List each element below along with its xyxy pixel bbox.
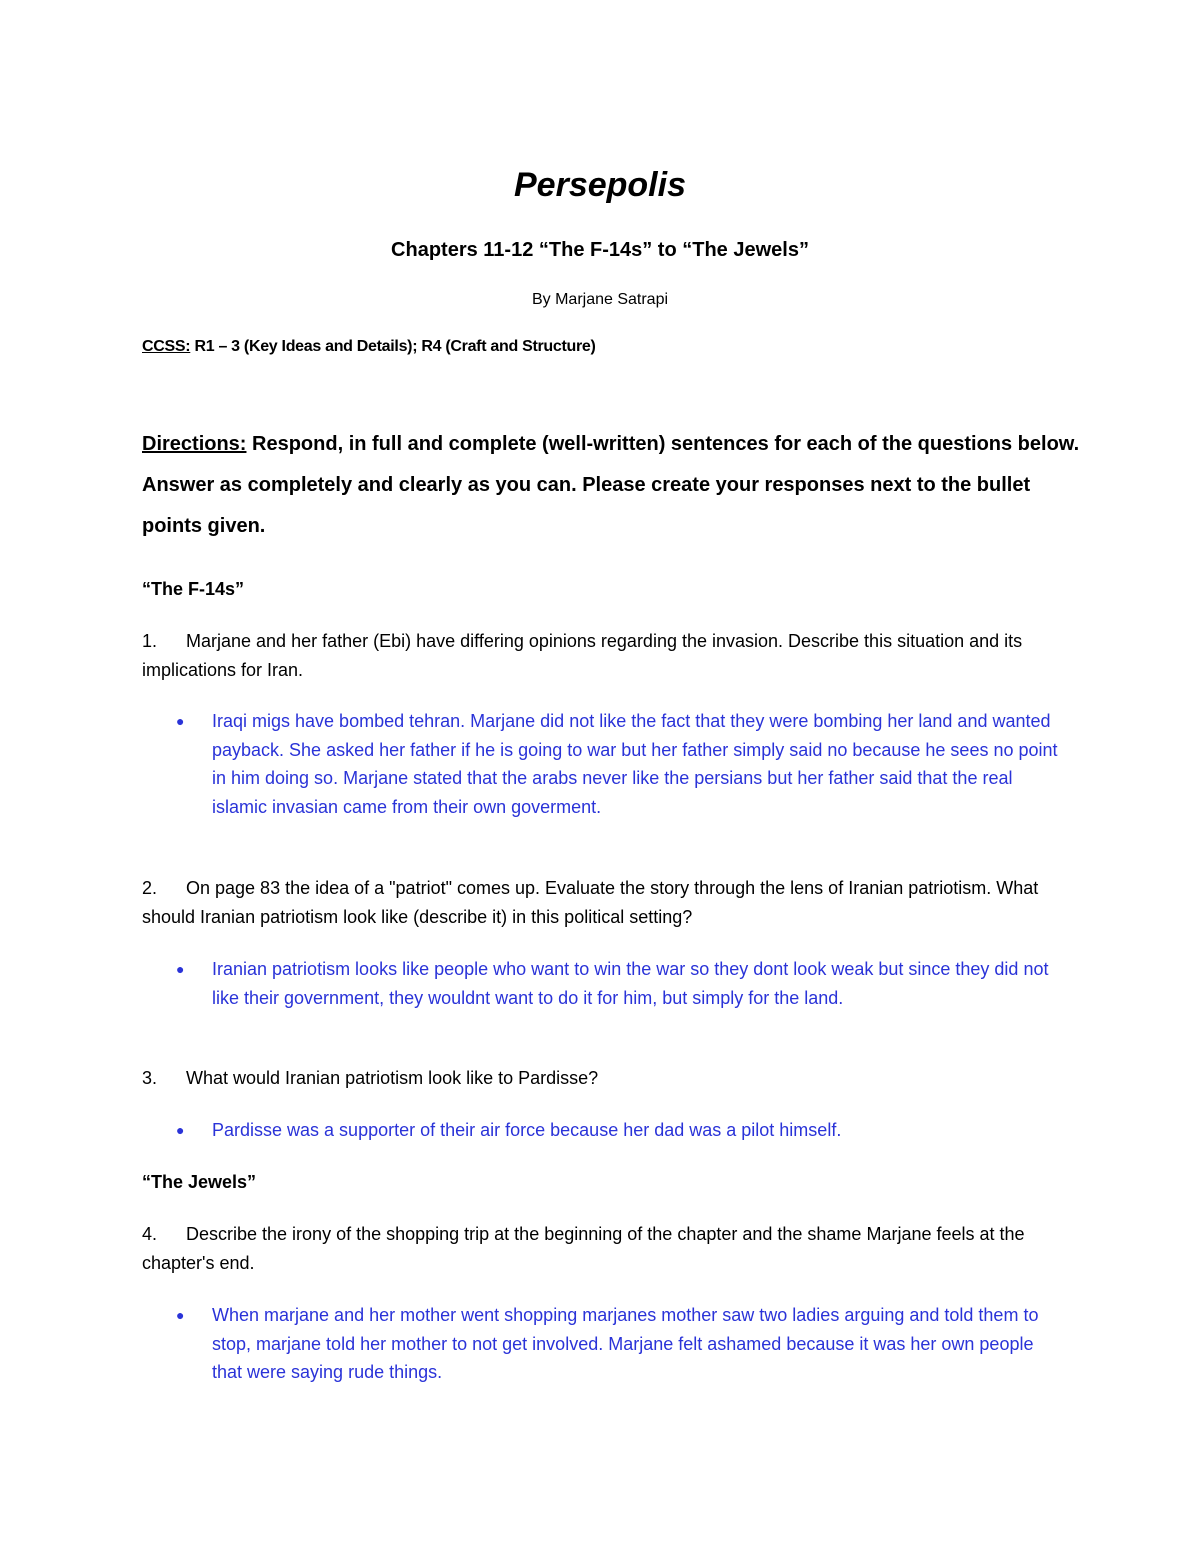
document-title: Persepolis bbox=[514, 166, 686, 204]
bullet-icon: ● bbox=[176, 713, 185, 729]
answer-text: Iraqi migs have bombed tehran. Marjane did not like the fact that they were bombing her land and wanted payback. She asked her father if he is going to war but her father simply said no because he sees no point in him doing so. Marjane stated that the arabs never like the persians but her father said that the real islamic invasian came from their own goverment. bbox=[212, 711, 1058, 817]
question-number: 3. bbox=[142, 1068, 158, 1088]
section-heading-jewels: “The Jewels” bbox=[142, 1172, 257, 1192]
question-1 bbox=[142, 627, 1072, 684]
bullet-icon: ● bbox=[176, 961, 185, 977]
answer-text: Iranian patriotism looks like people who want to win the war so they dont look weak but since they did not like their government, they wouldnt want to do it for him, but simply for the land. bbox=[212, 959, 1049, 1008]
question-text: What would Iranian patriotism look like to Pardisse? bbox=[186, 1068, 599, 1088]
question-number: 4. bbox=[142, 1224, 158, 1244]
question-number: 1. bbox=[142, 631, 158, 651]
answer-1 bbox=[176, 707, 1066, 821]
bullet-icon: ● bbox=[176, 1122, 185, 1138]
bullet-icon: ● bbox=[176, 1307, 185, 1323]
directions-paragraph bbox=[142, 424, 1082, 547]
author-line: By Marjane Satrapi bbox=[531, 291, 669, 308]
directions-text: Respond, in full and complete (well-written) sentences for each of the questions below. Answer as completely and clearly as you can. Please create your responses next to the bullet points given. bbox=[142, 433, 1080, 537]
section-heading-f14s: “The F-14s” bbox=[142, 579, 245, 599]
question-number: 2. bbox=[142, 878, 158, 898]
answer-text: When marjane and her mother went shopping marjanes mother saw two ladies arguing and told them to stop, marjane told her mother to not get involved. Marjane felt ashamed because it was her own people that were saying rude things. bbox=[212, 1305, 1039, 1382]
question-text: On page 83 the idea of a "patriot" comes up. Evaluate the story through the lens of Iranian patriotism. What should Iranian patriotism look like (describe it) in this political setting? bbox=[142, 878, 1039, 927]
ccss-text: R1 – 3 (Key Ideas and Details); R4 (Craft and Structure) bbox=[190, 338, 596, 355]
question-2 bbox=[142, 874, 1072, 931]
ccss-label: CCSS: bbox=[142, 338, 191, 355]
question-text: Describe the irony of the shopping trip at the beginning of the chapter and the shame Marjane feels at the chapter's end. bbox=[142, 1224, 1025, 1273]
ccss-line bbox=[142, 336, 596, 358]
answer-text: Pardisse was a supporter of their air force because her dad was a pilot himself. bbox=[212, 1120, 842, 1140]
answer-4 bbox=[176, 1301, 1066, 1387]
question-text: Marjane and her father (Ebi) have differing opinions regarding the invasion. Describe this situation and its implications for Iran. bbox=[142, 631, 1023, 680]
directions-label: Directions: bbox=[142, 433, 247, 455]
question-3 bbox=[142, 1064, 1072, 1093]
question-4 bbox=[142, 1220, 1072, 1277]
answer-2 bbox=[176, 955, 1066, 1012]
chapter-subtitle: Chapters 11-12 “The F-14s” to “The Jewels” bbox=[391, 239, 809, 261]
answer-3 bbox=[176, 1116, 1066, 1145]
